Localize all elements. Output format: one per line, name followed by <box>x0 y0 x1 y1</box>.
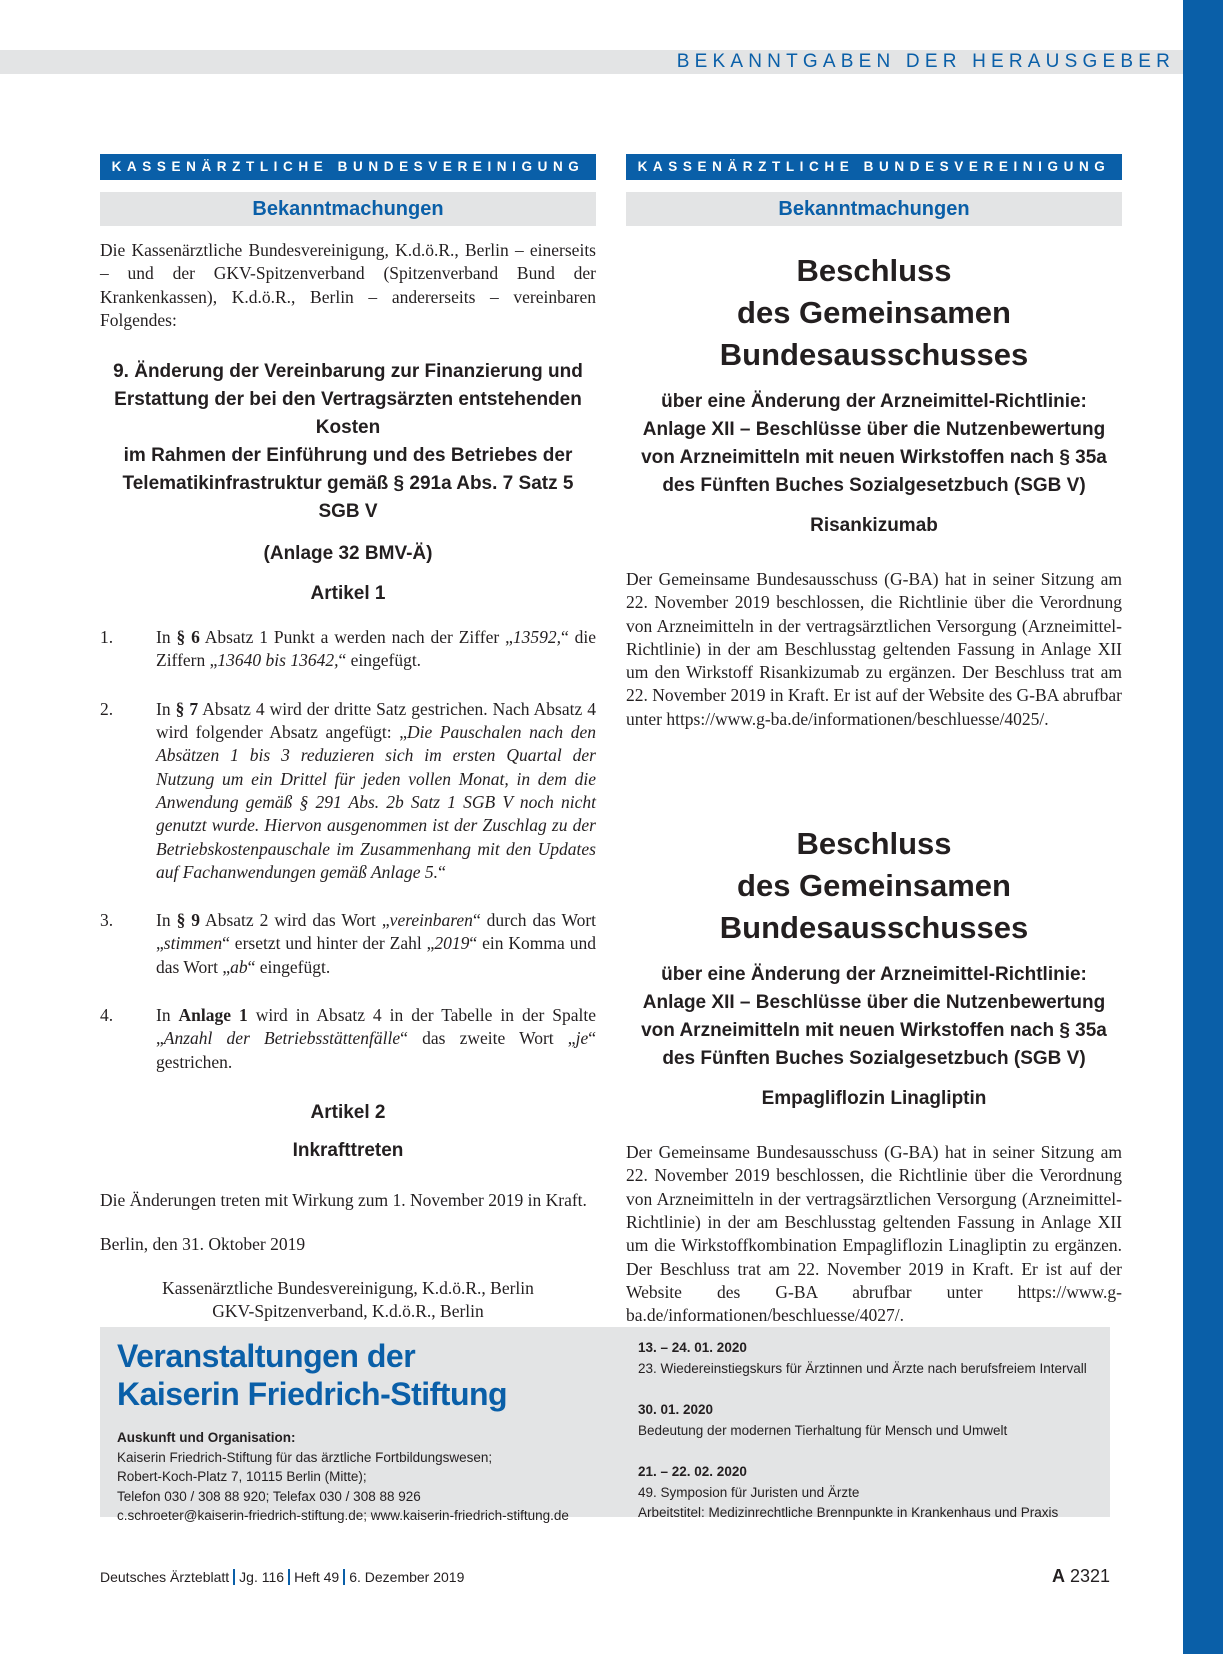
item-text <box>156 626 596 673</box>
item-number: 2. <box>100 698 114 719</box>
artikel-2-heading: Artikel 2 <box>310 1101 386 1123</box>
list-item <box>100 626 596 673</box>
agreement-title <box>100 358 596 526</box>
intro-paragraph: Die Kassenärztliche Bundesvereinigung, K.d.ö.R., Berlin – einerseits – und der GKV-Spitzenverband (Spitzenverband Bund der Krankenkassen), K.d.ö.R., Berlin – andererseits – vereinbaren Folgendes: <box>100 240 596 330</box>
footer-separator <box>288 1569 290 1585</box>
section-bar: Bekanntmachungen <box>626 192 1122 226</box>
org-bar: KASSENÄRZTLICHE BUNDESVEREINIGUNG <box>626 154 1122 180</box>
signatory: Kassenärztliche Bundesvereinigung, K.d.ö.R., Berlin <box>162 1277 534 1298</box>
event-description: 23. Wiedereinstiegskurs für Ärztinnen und Ärzte nach berufsfreiem Intervall <box>638 1360 1087 1376</box>
event-date: 13. – 24. 01. 2020 <box>638 1340 747 1355</box>
item-text <box>156 1004 596 1074</box>
event-item <box>638 1400 1087 1441</box>
contact-line: c.schroeter@kaiserin-friedrich-stiftung.de; www.kaiserin-friedrich-stiftung.de <box>117 1508 569 1523</box>
section-title: BEKANNTGABEN DER HERAUSGEBER <box>676 51 1175 72</box>
agreement-title-line: 9. Änderung der Vereinbarung zur Finanzierung und <box>113 361 583 383</box>
event-date: 21. – 22. 02. 2020 <box>638 1464 747 1479</box>
resolution-title: Beschluss <box>796 826 952 862</box>
text-run: “ ein Komma und das Wort „ <box>156 933 596 977</box>
event-description: Bedeutung der modernen Tierhaltung für Mensch und Umwelt <box>638 1422 1008 1438</box>
text-run: In <box>156 1005 179 1026</box>
subtitle-line: des Fünften Buches Sozialgesetzbuch (SGB V) <box>662 475 1086 496</box>
amendment-list <box>100 626 596 1074</box>
text-run: Absatz 4 wird der dritte Satz gestrichen. Nach Absatz 4 wird folgender Absatz angefügt: „ <box>156 698 597 743</box>
events-box <box>100 1327 1110 1523</box>
subtitle-line: des Fünften Buches Sozialgesetzbuch (SGB V) <box>662 1048 1086 1070</box>
substance-name: Risankizumab <box>810 515 938 536</box>
text-run: “ die Ziffern „ <box>156 627 597 671</box>
quoted-text: vereinbaren <box>389 910 473 931</box>
text-run: “ ersetzt und hinter der Zahl „ <box>222 933 435 954</box>
bold-reference: § 7 <box>175 698 199 719</box>
text-run: Absatz 1 Punkt a werden nach der Ziffer „ <box>199 627 513 648</box>
side-accent-bar <box>1183 0 1223 1654</box>
resolution-block <box>626 823 1122 1327</box>
place-date: Berlin, den 31. Oktober 2019 <box>100 1234 306 1255</box>
text-run: Absatz 2 wird das Wort „ <box>200 910 390 931</box>
resolution-text: Der Gemeinsame Bundesausschuss (G-BA) hat in seiner Sitzung am 22. November 2019 beschlossen, die Richtlinie über die Verordnung von Arzneimitteln in der vertragsärztlichen Versorgung (Arzneimittel-Richtlinie) in der am Beschlusstag geltenden Fassung in Anlage XII um die Wirkstoffkombination Empagliflozin Linagliptin zu ergänzen. Der Beschluss trat am 22. November 2019 in Kraft. Er ist auf der Website des G-BA abrufbar unter https://www.g-ba.de/informationen/beschluesse/4027/. <box>626 1142 1122 1326</box>
text-run: In <box>156 698 176 719</box>
inkrafttreten-heading: Inkrafttreten <box>292 1139 404 1161</box>
resolution-title: des Gemeinsamen Bundesausschusses <box>719 295 1029 372</box>
quoted-text: 2019 <box>434 933 470 954</box>
signatory: GKV-Spitzenverband, K.d.ö.R., Berlin <box>212 1300 484 1321</box>
signatories <box>100 1277 596 1324</box>
text-run: “ eingefügt. <box>338 650 422 671</box>
left-column <box>100 154 596 1323</box>
event-date: 30. 01. 2020 <box>638 1402 714 1417</box>
right-column <box>626 154 1122 1327</box>
events-title-line: Kaiserin Friedrich-Stiftung <box>117 1376 508 1412</box>
list-item <box>100 698 596 884</box>
journal-name: Deutsches Ärzteblatt <box>100 1569 230 1585</box>
resolution-title: Beschluss <box>796 253 952 288</box>
contact-line: Kaiserin Friedrich-Stiftung für das ärztliche Fortbildungswesen; <box>117 1449 493 1465</box>
contact-line: Robert-Koch-Platz 7, 10115 Berlin (Mitte); <box>117 1469 367 1484</box>
item-number: 3. <box>100 910 114 931</box>
resolution-text: Der Gemeinsame Bundesausschuss (G-BA) hat in seiner Sitzung am 22. November 2019 beschlossen, die Richtlinie über die Verordnung von Arzneimitteln in der vertragsärztlichen Versorgung (Arzneimittel-Richtlinie) in der am Beschlusstag geltenden Fassung in Anlage XII um den Wirkstoff Risankizumab zu ergänzen. Der Beschluss trat am 22. November 2019 in Kraft. Er ist auf der Website des G-BA abrufbar unter https://www.g-ba.de/informationen/beschluesse/4025/. <box>626 569 1122 729</box>
item-number: 4. <box>100 1005 114 1026</box>
agreement-title-line: im Rahmen der Einführung und des Betriebes der <box>123 445 573 467</box>
quoted-text: stimmen <box>163 933 223 954</box>
journal-footer <box>100 1567 464 1587</box>
events-title <box>117 1337 507 1413</box>
agreement-title-line: Erstattung der bei den Vertragsärzten entstehenden Kosten <box>114 389 582 439</box>
quoted-text: Anzahl der Betriebsstättenfälle <box>163 1028 401 1049</box>
artikel-1-heading: Artikel 1 <box>310 583 386 605</box>
subtitle-line: Anlage XII – Beschlüsse über die Nutzenbewertung <box>642 419 1106 440</box>
effective-date-paragraph: Die Änderungen treten mit Wirkung zum 1. November 2019 in Kraft. <box>100 1189 587 1210</box>
contact-label: Auskunft und Organisation: <box>117 1430 296 1445</box>
page-number <box>1052 1564 1110 1588</box>
contact-line: Telefon 030 / 308 88 920; Telefax 030 / 308 88 926 <box>117 1488 421 1504</box>
events-contact-info <box>117 1428 569 1526</box>
agreement-title-line: Telematikinfrastruktur gemäß § 291a Abs. 7 Satz 5 SGB V <box>122 473 574 523</box>
text-run: wird in Absatz 4 in der Tabelle in der Spalte „ <box>156 1005 597 1049</box>
quoted-text: 13592, <box>512 627 561 648</box>
event-description: Arbeitstitel: Medizinrechtliche Brennpunkte in Krankenhaus und Praxis <box>638 1505 1059 1520</box>
journal-issue: Heft 49 <box>294 1569 340 1585</box>
resolution-subtitle <box>626 961 1122 1073</box>
events-title-line: Veranstaltungen der <box>117 1338 416 1374</box>
subtitle-line: über eine Änderung der Arzneimittel-Richtlinie: <box>661 964 1087 986</box>
subtitle-line: über eine Änderung der Arzneimittel-Richtlinie: <box>661 391 1087 412</box>
quoted-text: je <box>575 1028 589 1049</box>
text-run: In <box>156 910 177 931</box>
quoted-text: ab <box>230 956 248 977</box>
anlage-label: (Anlage 32 BMV-Ä) <box>263 543 433 565</box>
bold-reference: § 6 <box>176 627 200 648</box>
journal-volume: Jg. 116 <box>239 1569 285 1585</box>
footer-separator <box>233 1569 235 1585</box>
quoted-text: 13640 bis 13642, <box>217 650 339 671</box>
list-item <box>100 1004 596 1074</box>
quoted-text: Die Pauschalen nach den Absätzen 1 bis 3 reduzieren sich im ersten Quartal der Nutzung um ein Drittel für jeden vollen Monat, in dem die Anwendung gemäß § 291 Abs. 2b Satz 1 SGB V noch nicht genutzt wurde. Hiervon ausgenommen ist der Zuschlag zu der Betriebskostenpauschale im Zusammenhang mit den Updates auf Fachanwendungen gemäß Anlage 5. <box>156 722 596 882</box>
text-run: “ das zweite Wort „ <box>400 1028 576 1049</box>
item-number: 1. <box>100 627 114 648</box>
page-number-value: 2321 <box>1069 1566 1110 1586</box>
text-run: “ gestrichen. <box>156 1028 596 1072</box>
event-item <box>638 1462 1087 1524</box>
text-run: “ <box>438 861 446 882</box>
subtitle-line: von Arzneimitteln mit neuen Wirkstoffen nach § 35a <box>641 1020 1107 1042</box>
bold-reference: Anlage 1 <box>178 1005 248 1026</box>
item-text <box>156 909 596 979</box>
event-item <box>638 1338 1087 1379</box>
event-list <box>638 1338 1087 1545</box>
resolution-block <box>626 250 1122 731</box>
text-run: “ durch das Wort „ <box>156 910 597 954</box>
resolution-subtitle <box>626 388 1122 500</box>
bold-reference: § 9 <box>176 910 201 931</box>
list-item <box>100 909 596 979</box>
resolution-title: des Gemeinsamen Bundesausschusses <box>719 868 1029 946</box>
section-bar: Bekanntmachungen <box>100 192 596 226</box>
item-text <box>156 698 596 884</box>
journal-date: 6. Dezember 2019 <box>349 1569 465 1585</box>
org-bar: KASSENÄRZTLICHE BUNDESVEREINIGUNG <box>100 154 596 180</box>
substance-name: Empagliflozin Linagliptin <box>761 1088 987 1110</box>
text-run: In <box>156 627 177 648</box>
subtitle-line: von Arzneimitteln mit neuen Wirkstoffen nach § 35a <box>641 447 1107 468</box>
page-prefix: A <box>1051 1566 1065 1586</box>
text-run: “ eingefügt. <box>247 956 331 977</box>
subtitle-line: Anlage XII – Beschlüsse über die Nutzenbewertung <box>642 992 1106 1014</box>
event-description: 49. Symposion für Juristen und Ärzte <box>638 1484 860 1500</box>
footer-separator <box>343 1569 345 1585</box>
